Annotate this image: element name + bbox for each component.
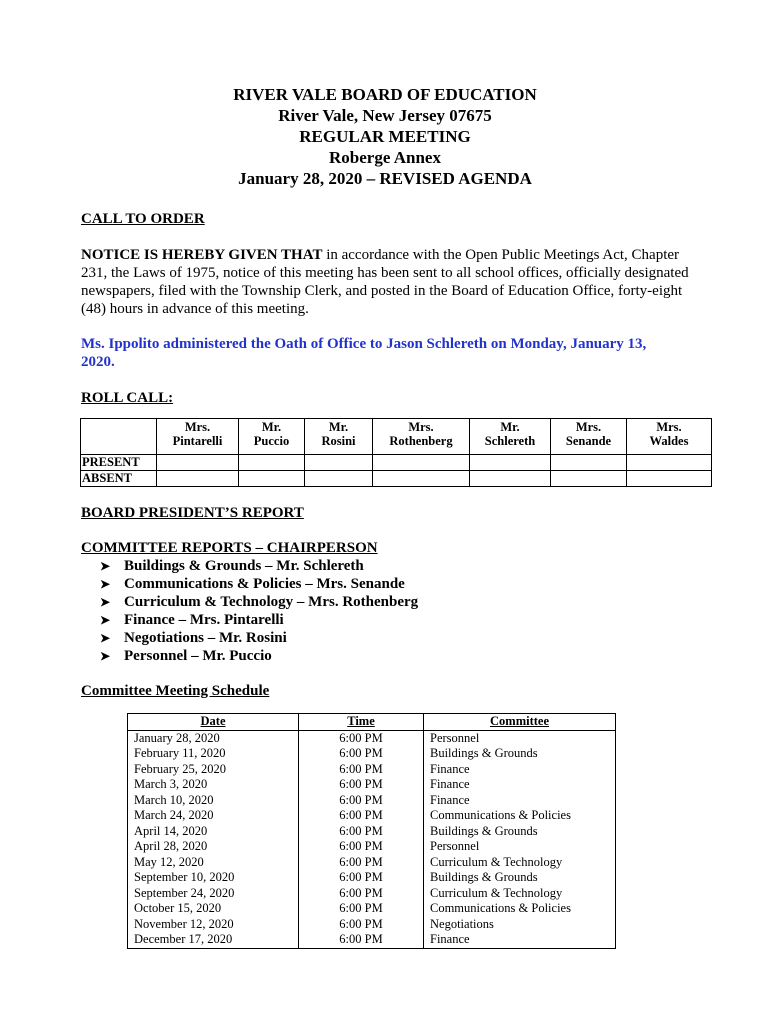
attendance-cell — [157, 455, 239, 471]
committee-reports-heading: COMMITTEE REPORTS – CHAIRPERSON — [81, 540, 378, 556]
schedule-time-cell: 6:00 PM — [339, 870, 383, 884]
arrow-bullet-icon: ➤ — [100, 559, 111, 573]
schedule-time-cell: 6:00 PM — [339, 823, 383, 838]
header-line-location: River Vale, New Jersey 07675 — [278, 106, 492, 125]
schedule-header-date: Date — [128, 714, 299, 731]
schedule-committee-cell: Finance — [430, 761, 470, 776]
schedule-body-row — [128, 730, 616, 948]
attendance-cell — [627, 471, 712, 487]
absent-label: ABSENT — [81, 471, 157, 487]
header-line-board: RIVER VALE BOARD OF EDUCATION — [233, 85, 537, 104]
schedule-time-cell: 6:00 PM — [339, 916, 383, 931]
oath-note: Ms. Ippolito administered the Oath of Office to Jason Schlereth on Monday, January 13, 2020. — [81, 336, 647, 370]
list-item — [100, 593, 418, 611]
roll-call-heading: ROLL CALL: — [81, 390, 174, 406]
committee-schedule-heading: Committee Meeting Schedule — [81, 683, 270, 699]
schedule-time-cell: 6:00 PM — [339, 854, 383, 869]
schedule-date-cell: May 12, 2020 — [134, 854, 204, 869]
schedule-date-cell: December 17, 2020 — [134, 932, 233, 946]
schedule-date-cell: September 24, 2020 — [134, 885, 235, 900]
member-title: Mrs. — [184, 420, 211, 434]
list-item — [100, 557, 418, 575]
committee-item-label: Finance – Mrs. Pintarelli — [124, 612, 284, 628]
roll-call-corner-cell — [81, 419, 157, 455]
attendance-cell — [551, 455, 627, 471]
schedule-committee-cell: Finance — [430, 777, 470, 791]
arrow-bullet-icon: ➤ — [100, 595, 111, 609]
roll-call-member — [239, 419, 305, 455]
schedule-date-cell: March 3, 2020 — [134, 777, 208, 791]
notice-lead: NOTICE IS HEREBY GIVEN THAT — [81, 247, 323, 263]
schedule-date-cell: January 28, 2020 — [134, 730, 220, 745]
member-name: Senande — [565, 434, 612, 448]
attendance-cell — [157, 471, 239, 487]
schedule-committee-cell: Curriculum & Technology — [430, 854, 563, 869]
committee-item-label: Personnel – Mr. Puccio — [124, 648, 272, 664]
schedule-date-cell: March 10, 2020 — [134, 792, 214, 807]
schedule-committee-cell: Buildings & Grounds — [430, 746, 538, 760]
schedule-time-cell: 6:00 PM — [339, 885, 383, 900]
list-item — [100, 575, 418, 593]
roll-call-member — [551, 419, 627, 455]
schedule-committee-column — [424, 730, 616, 948]
attendance-cell — [239, 455, 305, 471]
member-name: Rosini — [321, 434, 356, 448]
roll-call-present-row — [81, 455, 712, 471]
attendance-cell — [627, 455, 712, 471]
roll-call-member — [157, 419, 239, 455]
roll-call-header-row — [81, 419, 712, 455]
arrow-bullet-icon: ➤ — [100, 631, 111, 645]
schedule-committee-cell: Personnel — [430, 730, 480, 745]
roll-call-member — [627, 419, 712, 455]
schedule-date-cell: November 12, 2020 — [134, 916, 234, 931]
schedule-time-cell: 6:00 PM — [339, 777, 383, 791]
attendance-cell — [373, 455, 470, 471]
header-line-venue: Roberge Annex — [329, 148, 441, 167]
schedule-committee-cell: Finance — [430, 932, 470, 946]
arrow-bullet-icon: ➤ — [100, 649, 111, 663]
attendance-cell — [470, 471, 551, 487]
list-item — [100, 647, 418, 665]
attendance-cell — [239, 471, 305, 487]
committee-item-label: Negotiations – Mr. Rosini — [124, 630, 287, 646]
member-name: Schlereth — [484, 434, 536, 448]
member-title: Mrs. — [656, 420, 682, 434]
member-name: Puccio — [253, 434, 290, 448]
schedule-date-cell: April 28, 2020 — [134, 839, 208, 853]
member-title: Mr. — [500, 420, 520, 434]
member-title: Mrs. — [408, 420, 434, 434]
call-to-order-heading: CALL TO ORDER — [81, 211, 205, 227]
attendance-cell — [305, 455, 373, 471]
schedule-time-cell: 6:00 PM — [339, 761, 383, 776]
schedule-date-cell: April 14, 2020 — [134, 823, 208, 838]
schedule-date-cell: February 11, 2020 — [134, 746, 226, 760]
arrow-bullet-icon: ➤ — [100, 613, 111, 627]
roll-call-absent-row — [81, 471, 712, 487]
committee-schedule-table — [127, 713, 616, 949]
header-line-meeting-type: REGULAR MEETING — [299, 127, 471, 146]
present-label: PRESENT — [81, 455, 157, 471]
schedule-time-cell: 6:00 PM — [339, 746, 383, 760]
schedule-date-cell: September 10, 2020 — [134, 870, 235, 884]
schedule-time-cell: 6:00 PM — [339, 901, 383, 915]
schedule-time-cell: 6:00 PM — [339, 839, 383, 853]
schedule-committee-cell: Personnel — [430, 839, 480, 853]
schedule-header-time: Time — [299, 714, 424, 731]
member-title: Mrs. — [575, 420, 602, 434]
committee-item-label: Buildings & Grounds – Mr. Schlereth — [124, 558, 364, 574]
schedule-committee-cell: Communications & Policies — [430, 808, 571, 822]
notice-body: in accordance with the Open Public Meetings Act, Chapter 231, the Laws of 1975, notice of this meeting has been sent to all school offices, officially designated newspapers, filed with the Township Clerk, and posted in the Board of Education Office, forty-eight (48) hours in advance of this meeting. — [81, 247, 689, 317]
member-title: Mr. — [328, 420, 349, 434]
schedule-date-column — [128, 730, 299, 948]
committee-item-label: Curriculum & Technology – Mrs. Rothenberg — [124, 594, 419, 610]
schedule-header-row — [128, 714, 616, 731]
list-item — [100, 629, 418, 647]
arrow-bullet-icon: ➤ — [100, 577, 111, 591]
attendance-cell — [305, 471, 373, 487]
schedule-time-column — [299, 730, 424, 948]
schedule-header-committee: Committee — [424, 714, 616, 731]
schedule-date-cell: October 15, 2020 — [134, 901, 222, 915]
schedule-committee-cell: Buildings & Grounds — [430, 823, 538, 838]
schedule-date-cell: February 25, 2020 — [134, 761, 226, 776]
schedule-time-cell: 6:00 PM — [339, 932, 383, 946]
committee-list — [100, 557, 418, 665]
roll-call-member — [305, 419, 373, 455]
schedule-time-cell: 6:00 PM — [339, 808, 383, 822]
roll-call-table — [80, 418, 712, 487]
schedule-committee-cell: Buildings & Grounds — [430, 870, 538, 884]
board-president-report-heading: BOARD PRESIDENT’S REPORT — [81, 505, 304, 521]
schedule-time-cell: 6:00 PM — [339, 792, 383, 807]
member-name: Rothenberg — [389, 434, 453, 448]
list-item — [100, 611, 418, 629]
roll-call-member — [373, 419, 470, 455]
member-name: Pintarelli — [172, 434, 223, 448]
roll-call-member — [470, 419, 551, 455]
committee-item-label: Communications & Policies – Mrs. Senande — [124, 576, 405, 592]
member-title: Mr. — [261, 420, 282, 434]
attendance-cell — [373, 471, 470, 487]
attendance-cell — [470, 455, 551, 471]
schedule-committee-cell: Finance — [430, 792, 470, 807]
schedule-committee-cell: Curriculum & Technology — [430, 885, 563, 900]
schedule-date-cell: March 24, 2020 — [134, 808, 214, 822]
schedule-time-cell: 6:00 PM — [339, 730, 383, 745]
notice-paragraph — [81, 246, 693, 318]
document-header — [0, 84, 770, 189]
attendance-cell — [551, 471, 627, 487]
member-name: Waldes — [649, 434, 689, 448]
schedule-committee-cell: Communications & Policies — [430, 901, 571, 915]
header-line-date: January 28, 2020 – REVISED AGENDA — [238, 169, 532, 188]
schedule-committee-cell: Negotiations — [430, 916, 494, 931]
